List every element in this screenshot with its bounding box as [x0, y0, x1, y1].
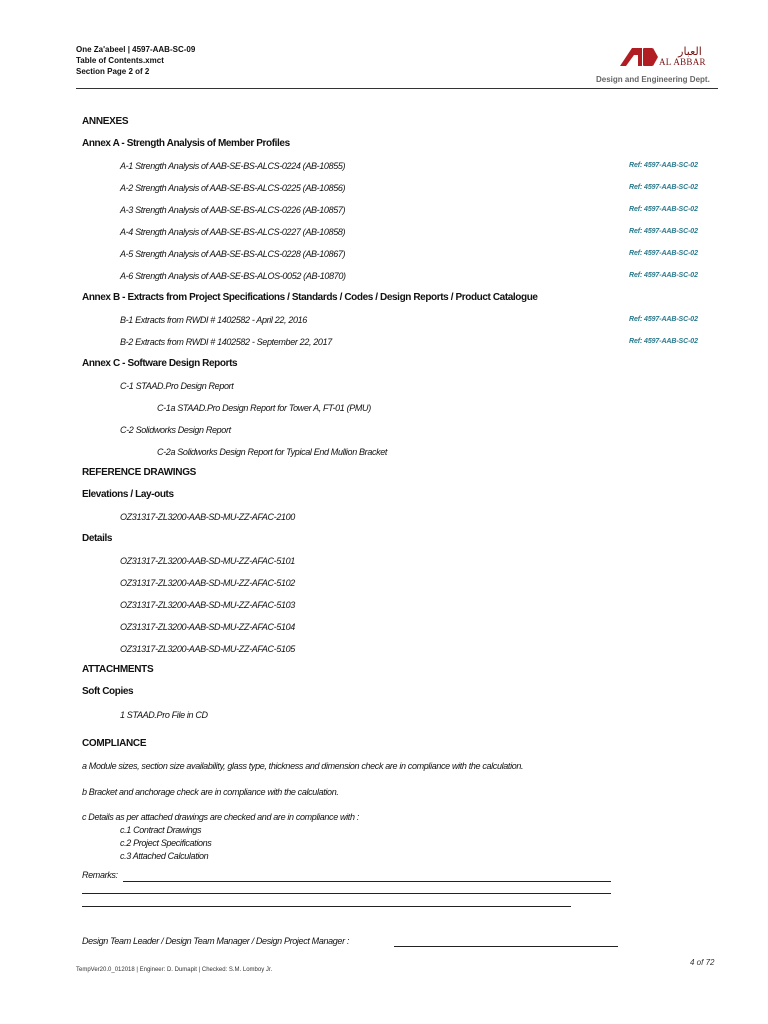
annex-c-subitem: C-1a STAAD.Pro Design Report for Tower A, FT-01 (PMU)	[157, 403, 371, 413]
annex-b-ref: Ref: 4597-AAB-SC-02	[629, 316, 698, 323]
annex-c-title: Annex C - Software Design Reports	[82, 358, 238, 369]
project-title: One Za'abeel | 4597-AAB-SC-09	[76, 45, 196, 54]
drawing-number: OZ31317-ZL3200-AAB-SD-MU-ZZ-AFAC-5101	[120, 556, 295, 566]
compliance-heading: COMPLIANCE	[82, 738, 147, 749]
annexes-heading: ANNEXES	[82, 116, 129, 127]
compliance-subitem: c.3 Attached Calculation	[120, 851, 209, 861]
department-label: Design and Engineering Dept.	[596, 75, 710, 84]
annex-a-item: A-3 Strength Analysis of AAB-SE-BS-ALCS-0226 (AB-10857)	[120, 205, 346, 215]
details-title: Details	[82, 533, 112, 544]
annex-c-subitem: C-2a Solidworks Design Report for Typical End Mullion Bracket	[157, 447, 388, 457]
annex-a-item: A-2 Strength Analysis of AAB-SE-BS-ALCS-0225 (AB-10856)	[120, 183, 346, 193]
annex-c-item: C-2 Solidworks Design Report	[120, 425, 231, 435]
toc-filename: Table of Contents.xmct	[76, 56, 164, 65]
annex-b-item: B-2 Extracts from RWDI # 1402582 - September 22, 2017	[120, 337, 332, 347]
compliance-item-a: a Module sizes, section size availability, glass type, thickness and dimension check are in compliance with the calculation.	[82, 761, 524, 771]
annex-a-ref: Ref: 4597-AAB-SC-02	[629, 184, 698, 191]
annex-c-item: C-1 STAAD.Pro Design Report	[120, 381, 234, 391]
annex-a-item: A-4 Strength Analysis of AAB-SE-BS-ALCS-0227 (AB-10858)	[120, 227, 346, 237]
annex-b-item: B-1 Extracts from RWDI # 1402582 - April 22, 2016	[120, 315, 307, 325]
remarks-line	[82, 906, 571, 907]
attachment-item: 1 STAAD.Pro File in CD	[120, 710, 208, 720]
annex-b-ref: Ref: 4597-AAB-SC-02	[629, 338, 698, 345]
annex-b-title: Annex B - Extracts from Project Specifications / Standards / Codes / Design Reports / Product Catalogue	[82, 292, 538, 303]
logo-english-text: AL ABBAR	[659, 57, 706, 67]
signoff-label: Design Team Leader / Design Team Manager / Design Project Manager :	[82, 936, 350, 946]
compliance-subitem: c.2 Project Specifications	[120, 838, 212, 848]
annex-a-item: A-6 Strength Analysis of AAB-SE-BS-ALOS-0052 (AB-10870)	[120, 271, 346, 281]
drawing-number: OZ31317-ZL3200-AAB-SD-MU-ZZ-AFAC-5105	[120, 644, 295, 654]
reference-drawings-heading: REFERENCE DRAWINGS	[82, 467, 197, 478]
soft-copies-title: Soft Copies	[82, 686, 134, 697]
drawing-number: OZ31317-ZL3200-AAB-SD-MU-ZZ-AFAC-5104	[120, 622, 295, 632]
remarks-line	[123, 881, 611, 882]
annex-a-ref: Ref: 4597-AAB-SC-02	[629, 162, 698, 169]
drawing-number: OZ31317-ZL3200-AAB-SD-MU-ZZ-AFAC-5103	[120, 600, 295, 610]
annex-a-item: A-1 Strength Analysis of AAB-SE-BS-ALCS-0224 (AB-10855)	[120, 161, 346, 171]
page-number: 4 of 72	[690, 958, 715, 967]
section-page: Section Page 2 of 2	[76, 67, 150, 76]
compliance-item-c: c Details as per attached drawings are checked and are in compliance with :	[82, 812, 359, 822]
annex-a-ref: Ref: 4597-AAB-SC-02	[629, 272, 698, 279]
logo-arabic-text: العبار	[678, 45, 702, 58]
annex-a-item: A-5 Strength Analysis of AAB-SE-BS-ALCS-0228 (AB-10867)	[120, 249, 346, 259]
signoff-line	[394, 946, 618, 947]
attachments-heading: ATTACHMENTS	[82, 664, 154, 675]
drawing-number: OZ31317-ZL3200-AAB-SD-MU-ZZ-AFAC-2100	[120, 512, 295, 522]
compliance-item-b: b Bracket and anchorage check are in compliance with the calculation.	[82, 787, 339, 797]
annex-a-ref: Ref: 4597-AAB-SC-02	[629, 250, 698, 257]
elevations-title: Elevations / Lay-outs	[82, 489, 174, 500]
annex-a-ref: Ref: 4597-AAB-SC-02	[629, 228, 698, 235]
header-divider	[76, 88, 718, 89]
remarks-line	[82, 893, 611, 894]
header-info	[76, 44, 195, 77]
remarks-label: Remarks:	[82, 870, 118, 880]
annex-a-title: Annex A - Strength Analysis of Member Profiles	[82, 138, 290, 149]
drawing-number: OZ31317-ZL3200-AAB-SD-MU-ZZ-AFAC-5102	[120, 578, 295, 588]
compliance-subitem: c.1 Contract Drawings	[120, 825, 202, 835]
footer-template-info: TempVer20.0_012018 | Engineer: D. Dumapit | Checked: S.M. Lomboy Jr.	[76, 967, 273, 973]
annex-a-ref: Ref: 4597-AAB-SC-02	[629, 206, 698, 213]
